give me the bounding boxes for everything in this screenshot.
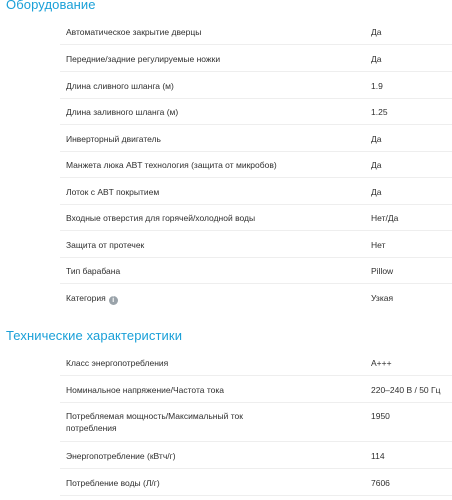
spec-label: Передние/задние регулируемые ножки [66, 54, 221, 64]
spec-label: Длина заливного шланга (м) [66, 107, 179, 117]
spec-label-category [66, 292, 306, 305]
spec-label: Автоматическое закрытие дверцы [66, 27, 202, 37]
row-divider [60, 71, 452, 72]
spec-value: Нет/Да [371, 213, 399, 223]
spec-value: Да [371, 134, 382, 144]
spec-value: Да [371, 27, 382, 37]
spec-label: Инверторный двигатель [66, 134, 161, 144]
row-divider [60, 204, 452, 205]
row-divider [60, 44, 452, 45]
row-divider [60, 495, 452, 496]
spec-value: A+++ [371, 358, 392, 368]
info-icon[interactable]: i [109, 296, 118, 305]
row-divider [60, 98, 452, 99]
spec-value: Pillow [371, 266, 394, 276]
row-divider [60, 402, 452, 403]
spec-value: Да [371, 54, 382, 64]
spec-label: Длина сливного шланга (м) [66, 81, 174, 91]
spec-label: Защита от протечек [66, 240, 145, 250]
spec-value: 114 [371, 451, 385, 461]
spec-label: Манжета люка ABT технология (защита от микробов) [66, 160, 277, 170]
row-divider [60, 375, 452, 376]
row-divider [60, 230, 452, 231]
spec-label: Энергопотребление (кВтч/г) [66, 451, 176, 461]
spec-value: 220–240 В / 50 Гц [371, 385, 441, 395]
spec-label-text: Категория [66, 293, 106, 303]
row-divider [60, 124, 452, 125]
spec-label: Потребление воды (Л/г) [66, 478, 160, 488]
spec-value: 7606 [371, 478, 390, 488]
spec-value: 1.9 [371, 81, 383, 91]
row-divider [60, 468, 452, 469]
spec-value: Да [371, 187, 382, 197]
section-title-specs: Технические характеристики [6, 328, 183, 343]
spec-value: 1.25 [371, 107, 388, 117]
spec-value: Узкая [371, 293, 394, 303]
spec-value: Нет [371, 240, 386, 250]
row-divider [60, 177, 452, 178]
spec-label: Входные отверстия для горячей/холодной воды [66, 213, 256, 223]
spec-label: Номинальное напряжение/Частота тока [66, 385, 225, 395]
section-title-equipment: Оборудование [6, 0, 96, 12]
row-divider [60, 441, 452, 442]
spec-label: Лоток с ABT покрытием [66, 187, 160, 197]
row-divider [60, 283, 452, 284]
spec-label: Класс энергопотребления [66, 358, 169, 368]
spec-value: Да [371, 160, 382, 170]
spec-label: Потребляемая мощность/Максимальный ток потребления [66, 411, 243, 433]
spec-label: Тип барабана [66, 266, 121, 276]
row-divider [60, 257, 452, 258]
spec-value: 1950 [371, 411, 390, 421]
row-divider [60, 151, 452, 152]
